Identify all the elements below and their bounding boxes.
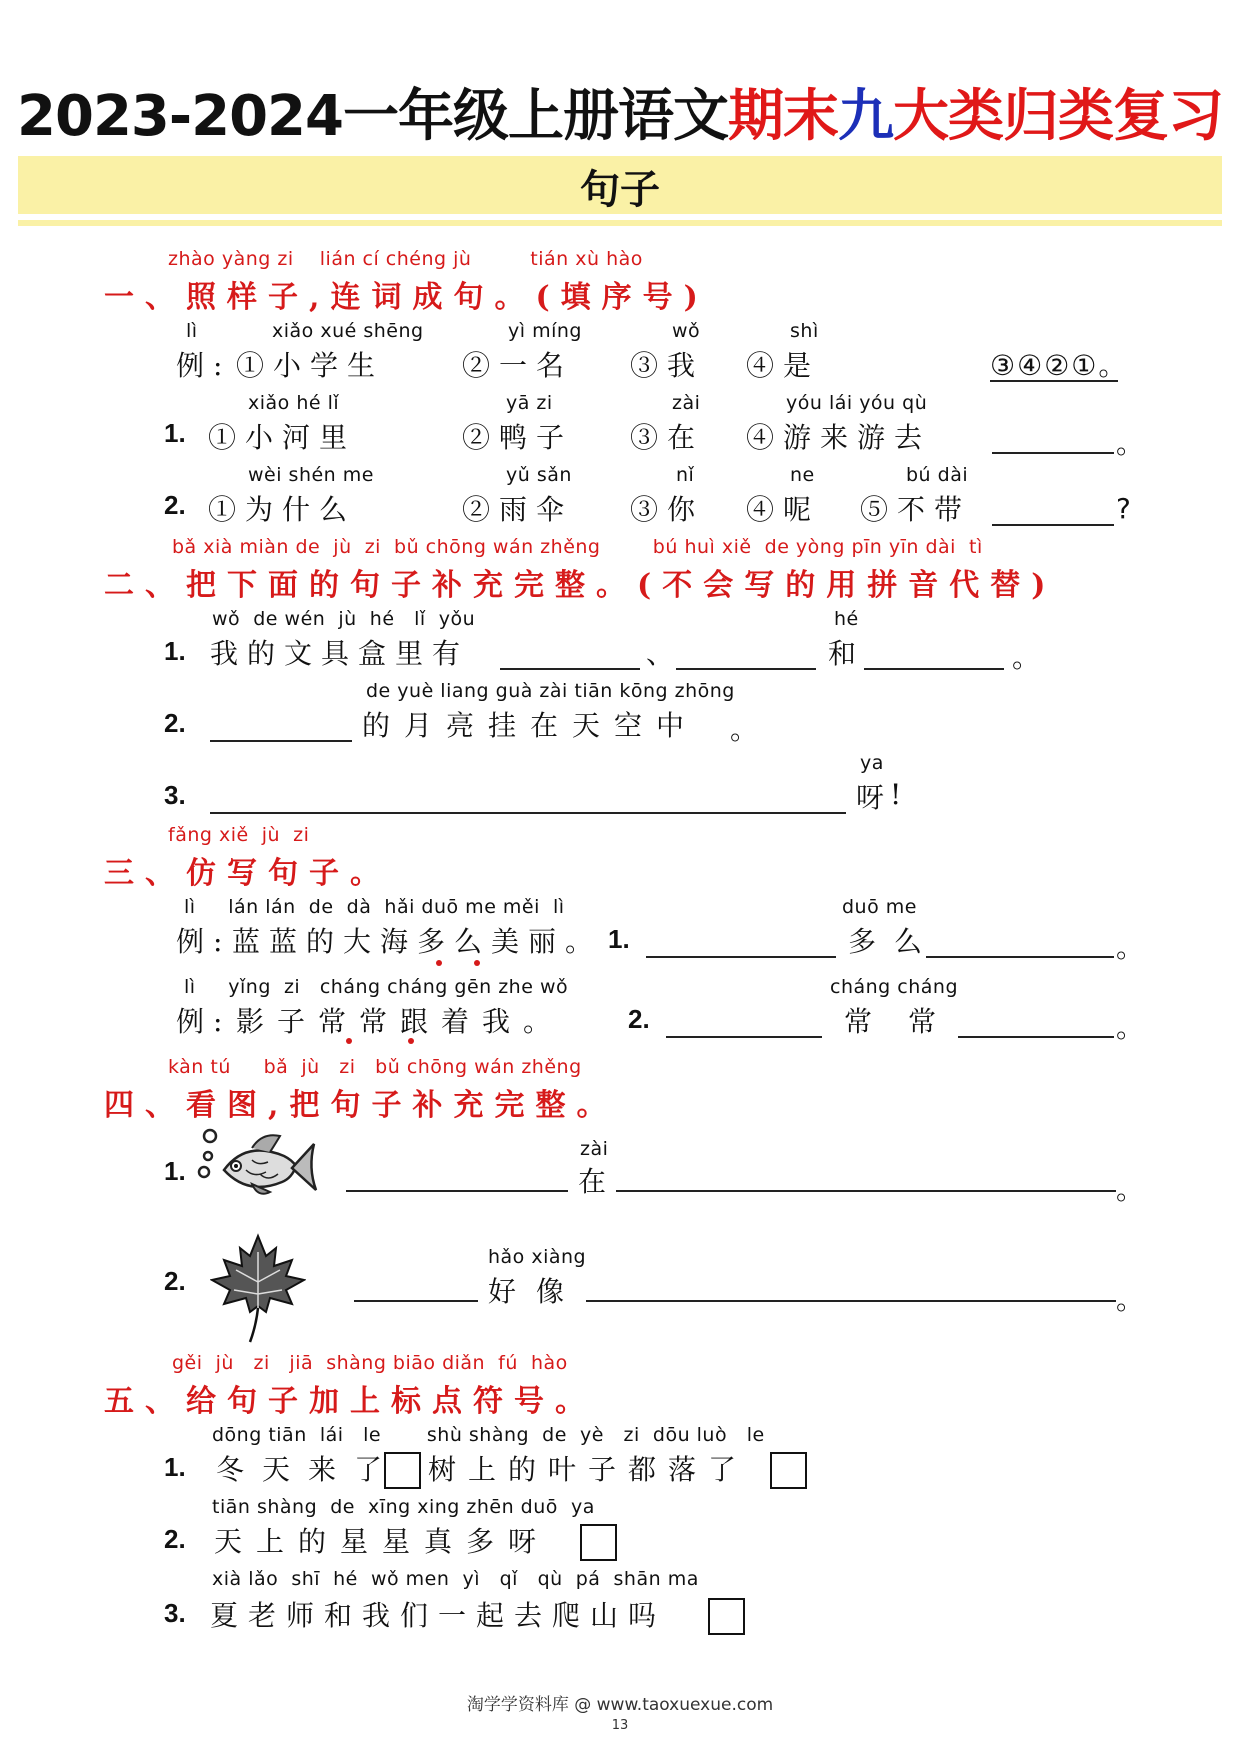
answer-blank[interactable]	[864, 668, 1004, 670]
separator: 、	[646, 637, 684, 670]
page-number: 13	[611, 1718, 629, 1733]
s4-heading: 四、看图,把句子补充完整。	[104, 1088, 618, 1123]
q-number: 1.	[164, 418, 186, 448]
word: ①小河里	[208, 421, 357, 454]
key-word: 多么	[848, 925, 941, 958]
s3-pinyin: fǎng xiě jù zi	[168, 824, 310, 846]
example-sentence: 影子常常跟着我。	[236, 1005, 565, 1038]
q-pinyin: hǎo xiàng	[488, 1246, 587, 1268]
emphasis-dot	[408, 1038, 414, 1044]
end-mark: !	[890, 778, 911, 811]
answer-blank[interactable]	[958, 1036, 1114, 1038]
end-mark: 。	[1116, 1173, 1154, 1206]
q-pinyin: bú dài	[906, 464, 969, 486]
and-word: 和	[828, 637, 866, 670]
answer-blank[interactable]	[346, 1190, 568, 1192]
word: ④是	[746, 349, 821, 382]
word: ②鸭子	[462, 421, 574, 454]
q-pinyin: nǐ	[676, 464, 695, 486]
q-pinyin: wǒ de wén jù hé lǐ yǒu	[212, 608, 476, 630]
q-pinyin: yā zi	[506, 392, 553, 414]
ex-pinyin: lì lán lán de dà hǎi duō me měi lì	[184, 896, 565, 918]
q-pinyin: yǔ sǎn	[506, 464, 572, 486]
band-title: 句子	[580, 167, 660, 213]
word: ①为什么	[208, 493, 357, 526]
s5-heading: 五、给句子加上标点符号。	[104, 1384, 596, 1419]
q-pinyin: ne	[790, 464, 815, 486]
s5-pinyin: gěi jù zi jiā shàng biāo diǎn fú hào	[172, 1352, 568, 1374]
q-pinyin: dōng tiān lái le shù shàng de yè zi dōu luò le	[212, 1424, 765, 1446]
ex-pinyin: lì yǐng zi cháng cháng gēn zhe wǒ	[184, 976, 569, 998]
answer-blank[interactable]	[926, 956, 1114, 958]
q-pinyin: xià lǎo shī hé wǒ men yì qǐ qù pá shān ma	[212, 1568, 699, 1590]
page-title: 2023-2024一年级上册语文期末九大类归类复习	[17, 84, 1223, 149]
sentence-text: 呀	[856, 781, 894, 814]
end-mark: ?	[1116, 492, 1133, 525]
q-number: 1.	[164, 1452, 186, 1482]
q-number: 2.	[628, 1004, 650, 1034]
s2-heading: 二、把下面的句子补充完整。(不会写的用拼音代替)	[104, 568, 1057, 603]
sentence-text: 树上的叶子都落了	[428, 1453, 749, 1486]
answer-blank[interactable]	[210, 812, 846, 814]
word: ③在	[630, 421, 705, 454]
q-number: 3.	[164, 780, 186, 810]
word: ②雨伞	[462, 493, 574, 526]
q-number: 2.	[164, 490, 186, 520]
answer-blank[interactable]	[646, 956, 836, 958]
q-pinyin: wèi shén me	[248, 464, 374, 486]
q-pinyin: de yuè liang guà zài tiān kōng zhōng	[366, 680, 735, 702]
key-word: 常常	[844, 1005, 973, 1038]
word: ①小学生	[236, 349, 385, 382]
word: ⑤不带	[860, 493, 972, 526]
answer-blank[interactable]	[616, 1190, 1116, 1192]
example-sentence: 蓝蓝的大海多么美丽。	[232, 925, 603, 958]
sentence-text: 的月亮挂在天空中	[362, 709, 699, 742]
q-pinyin: yóu lái yóu qù	[786, 392, 928, 414]
ex-pinyin: wǒ	[672, 320, 701, 342]
emphasis-dot	[436, 960, 442, 966]
ex-pinyin: duō me	[842, 896, 917, 918]
answer-line	[990, 380, 1118, 382]
punctuation-box[interactable]	[384, 1452, 421, 1489]
example-label: 例:	[176, 1005, 232, 1038]
end-mark: 。	[1116, 1011, 1154, 1044]
answer-blank[interactable]	[210, 740, 352, 742]
answer-blank[interactable]	[676, 668, 816, 670]
s4-pinyin: kàn tú bǎ jù zi bǔ chōng wán zhěng	[168, 1056, 582, 1078]
q-number: 1.	[164, 1156, 186, 1186]
word: ④呢	[746, 493, 821, 526]
answer-blank[interactable]	[354, 1300, 478, 1302]
maple-leaf-picture	[210, 1232, 306, 1344]
word: ③我	[630, 349, 705, 382]
s3-heading: 三、仿写句子。	[104, 856, 391, 891]
word: ③你	[630, 493, 705, 526]
end-mark: 。	[1116, 931, 1154, 964]
footer-text: 淘学学资料库 @ www.taoxuexue.com	[466, 1695, 774, 1715]
sentence-text: 我的文具盒里有	[210, 637, 470, 670]
punctuation-box[interactable]	[580, 1524, 617, 1561]
answer-blank[interactable]	[586, 1300, 1116, 1302]
s1-heading: 一、照样子,连词成句。(填序号)	[104, 280, 709, 315]
s1-pinyin: zhào yàng zi lián cí chéng jù tián xù hào	[168, 248, 643, 270]
emphasis-dot	[346, 1038, 352, 1044]
q-number: 1.	[608, 924, 630, 954]
ex-pinyin: lì	[186, 320, 198, 342]
q-pinyin: zài	[580, 1138, 609, 1160]
ex-pinyin: yì míng	[508, 320, 582, 342]
end-mark: 。	[1012, 641, 1050, 674]
ex-pinyin: cháng cháng	[830, 976, 959, 998]
example-label: 例:	[176, 925, 232, 958]
key-word: 好像	[488, 1275, 585, 1308]
q-number: 2.	[164, 708, 186, 738]
emphasis-dot	[474, 960, 480, 966]
ex-pinyin: xiǎo xué shēng	[272, 320, 424, 342]
q-pinyin: hé	[834, 608, 859, 630]
end-mark: 。	[1116, 427, 1147, 460]
key-word: 在	[578, 1165, 616, 1198]
sentence-text: 天上的星星真多呀	[214, 1525, 551, 1558]
answer-blank[interactable]	[992, 452, 1114, 454]
answer-blank[interactable]	[666, 1036, 822, 1038]
sentence-text: 夏老师和我们一起去爬山吗	[210, 1599, 667, 1632]
word: ②一名	[462, 349, 574, 382]
q-number: 3.	[164, 1598, 186, 1628]
q-number: 2.	[164, 1524, 186, 1554]
answer-blank[interactable]	[500, 668, 640, 670]
example-answer: ③④②①。	[990, 349, 1129, 382]
q-pinyin: xiǎo hé lǐ	[248, 392, 340, 414]
end-mark: 。	[730, 713, 768, 746]
answer-blank[interactable]	[992, 524, 1114, 526]
band-underline	[18, 220, 1222, 226]
q-number: 1.	[164, 636, 186, 666]
word: ④游来游去	[746, 421, 932, 454]
sentence-text: 冬天来了	[216, 1453, 401, 1486]
punctuation-box[interactable]	[770, 1452, 807, 1489]
example-label: 例:	[176, 349, 232, 382]
fish-picture	[196, 1126, 320, 1206]
q-number: 2.	[164, 1266, 186, 1296]
punctuation-box[interactable]	[708, 1598, 745, 1635]
q-pinyin: ya	[860, 752, 884, 774]
s2-pinyin: bǎ xià miàn de jù zi bǔ chōng wán zhěng bú huì xiě de yòng pīn yīn dài tì	[172, 536, 983, 558]
ex-pinyin: shì	[790, 320, 819, 342]
q-pinyin: zài	[672, 392, 701, 414]
end-mark: 。	[1116, 1283, 1154, 1316]
q-pinyin: tiān shàng de xīng xing zhēn duō ya	[212, 1496, 595, 1518]
